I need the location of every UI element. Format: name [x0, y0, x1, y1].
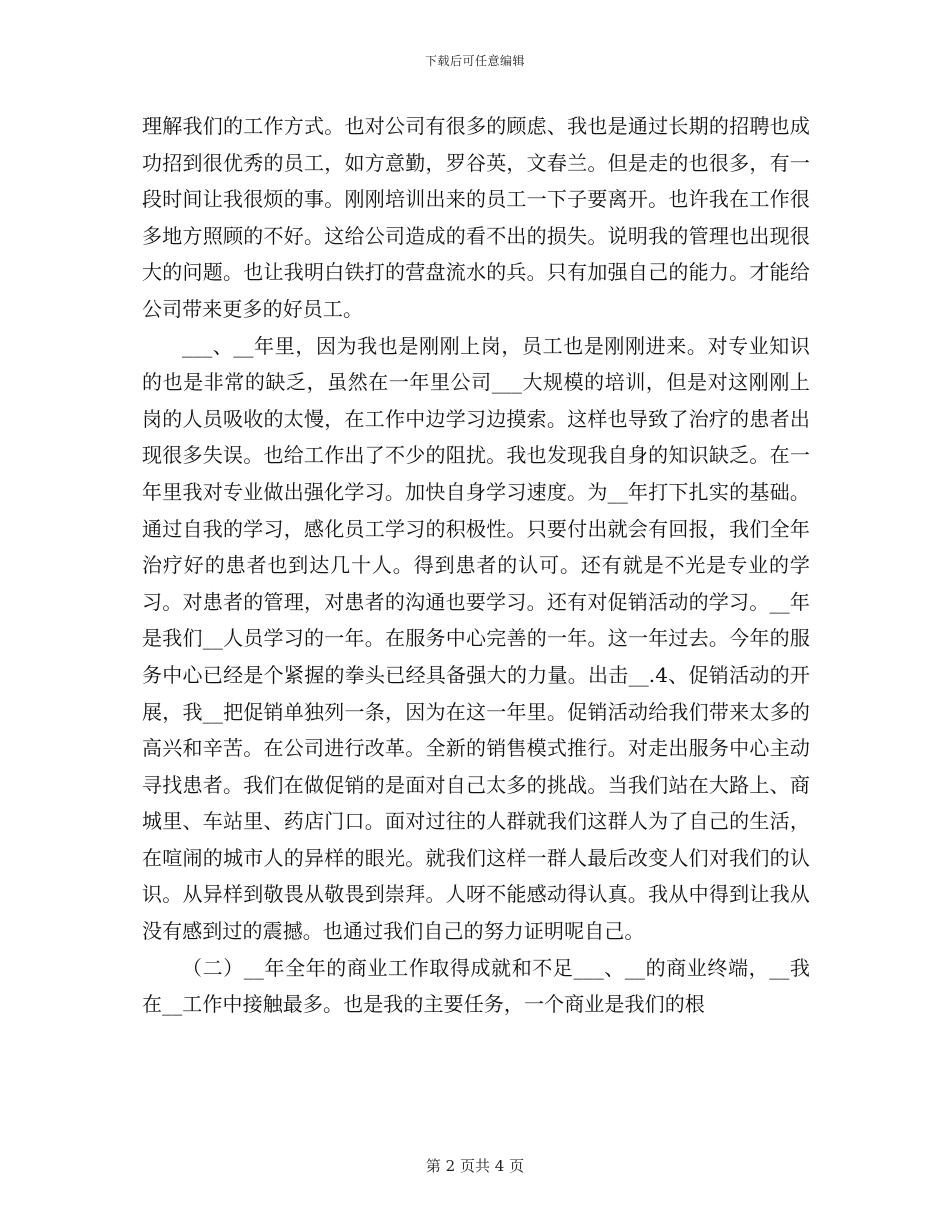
- paragraph-continuation: 理解我们的工作方式。也对公司有很多的顾虑、我也是通过长期的招聘也成功招到很优秀的员工，如方意勤，罗谷英，文春兰。但是走的也很多，有一段时间让我很烦的事。刚刚培训出来的员工一下子要离开。也许我在工作很多地方照顾的不好。这给公司造成的看不出的损失。说明我的管理也出现很大的问题。也让我明白铁打的营盘流水的兵。只有加强自己的能力。才能给公司带来更多的好员工。: [142, 114, 810, 321]
- document-body: [142, 108, 810, 1023]
- page-number: 第 2 页共 4 页: [425, 1157, 525, 1175]
- paragraph-commercial-work: （二）__年全年的商业工作取得成就和不足___、__的商业终端，__我在__工作中接触最多。也是我的主要任务，一个商业是我们的根: [142, 955, 810, 1017]
- page-header: 下载后可任意编辑: [424, 54, 525, 68]
- paragraph-training-and-promotion: ___、__年里，因为我也是刚刚上岗，员工也是刚刚进来。对专业知识的也是非常的缺乏，虽然在一年里公司___大规模的培训，但是对这刚刚上岗的人员吸收的太慢，在工作中边学习边摸索。这样也导致了治疗的患者出现很多失误。也给工作出了不少的阻扰。我也发现我自身的知识缺乏。在一年里我对专业做出强化学习。加快自身学习速度。为__年打下扎实的基础。通过自我的学习，感化员工学习的积极性。只要付出就会有回报，我们全年治疗好的患者也到达几十人。得到患者的认可。还有就是不光是专业的学习。对患者的管理，对患者的沟通也要学习。还有对促销活动的学习。__年是我们__人员学习的一年。在服务中心完善的一年。这一年过去。今年的服务中心已经是个紧握的拳头已经具备强大的力量。出击__.4、促销活动的开展，我__把促销单独列一条，因为在这一年里。促销活动给我们带来太多的高兴和辛苦。在公司进行改革。全新的销售模式推行。对走出服务中心主动寻找患者。我们在做促销的是面对自己太多的挑战。当我们站在大路上、商城里、车站里、药店门口。面对过往的人群就我们这群人为了自己的生活，在喧闹的城市人的异样的眼光。就我们这样一群人最后改变人们对我们的认识。从异样到敬畏从敬畏到崇拜。人呀不能感动得认真。我从中得到让我从没有感到过的震撼。也通过我们自己的努力证明呢自己。: [142, 333, 810, 944]
